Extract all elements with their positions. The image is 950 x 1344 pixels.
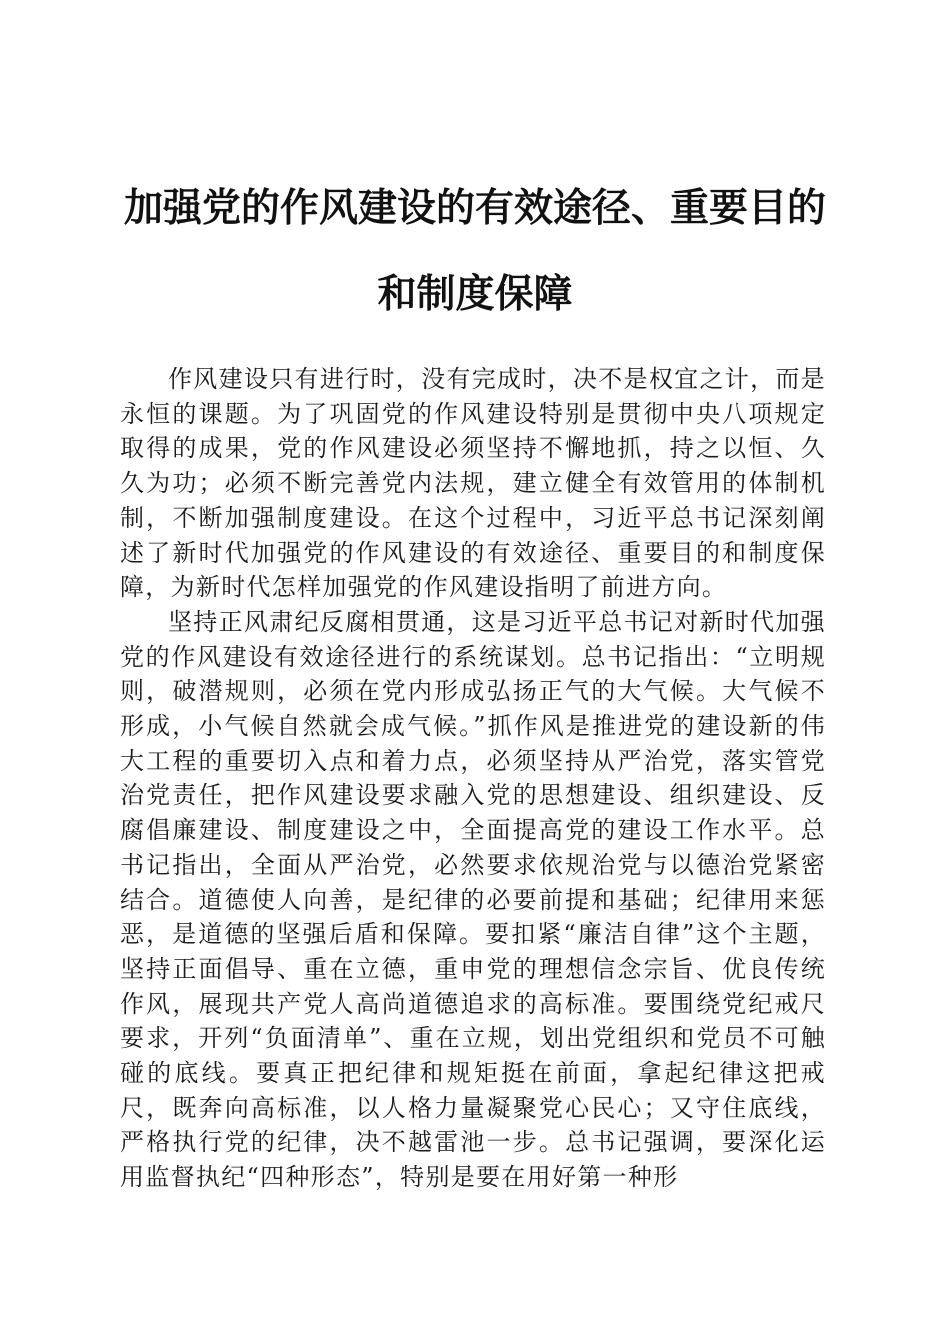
document-title: 加强党的作风建设的有效途径、重要目的和制度保障: [123, 185, 826, 317]
paragraph-2: 坚持正风肃纪反腐相贯通，这是习近平总书记对新时代加强党的作风建设有效途径进行的系统谋划。总书记指出：“立明规则，破潜规则，必须在党内形成弘扬正气的大气候。大气候不形成，小气候自然就会成气候。”抓作风是推进党的建设新的伟大工程的重要切入点和着力点，必须坚持从严治党，落实管党治党责任，把作风建设要求融入党的思想建设、组织建设、反腐倡廉建设、制度建设之中，全面提高党的建设工作水平。总书记指出，全面从严治党，必然要求依规治党与以德治党紧密结合。道德使人向善，是纪律的必要前提和基础；纪律用来惩恶，是道德的坚强后盾和保障。要扣紧“廉洁自律”这个主题，坚持正面倡导、重在立德，重申党的理想信念宗旨、优良传统作风，展现共产党人高尚道德追求的高标准。要围绕党纪戒尺要求，开列“负面清单”、重在立规，划出党组织和党员不可触碰的底线。要真正把纪律和规矩挺在前面，拿起纪律这把戒尺，既奔向高标准，以人格力量凝聚党心民心；又守住底线，严格执行党的纪律，决不越雷池一步。总书记强调，要深化运用监督执纪“四种形态”，特别是要在用好第一种形: [120, 607, 826, 1192]
paragraph-1: 作风建设只有进行时，没有完成时，决不是权宜之计，而是永恒的课题。为了巩固党的作风建设特别是贯彻中央八项规定取得的成果，党的作风建设必须坚持不懈地抓，持之以恒、久久为功；必须不断完善党内法规，建立健全有效管用的体制机制，不断加强制度建设。在这个过程中，习近平总书记深刻阐述了新时代加强党的作风建设的有效途径、重要目的和制度保障，为新时代怎样加强党的作风建设指明了前进方向。: [120, 365, 826, 602]
document-body: [120, 362, 826, 1195]
